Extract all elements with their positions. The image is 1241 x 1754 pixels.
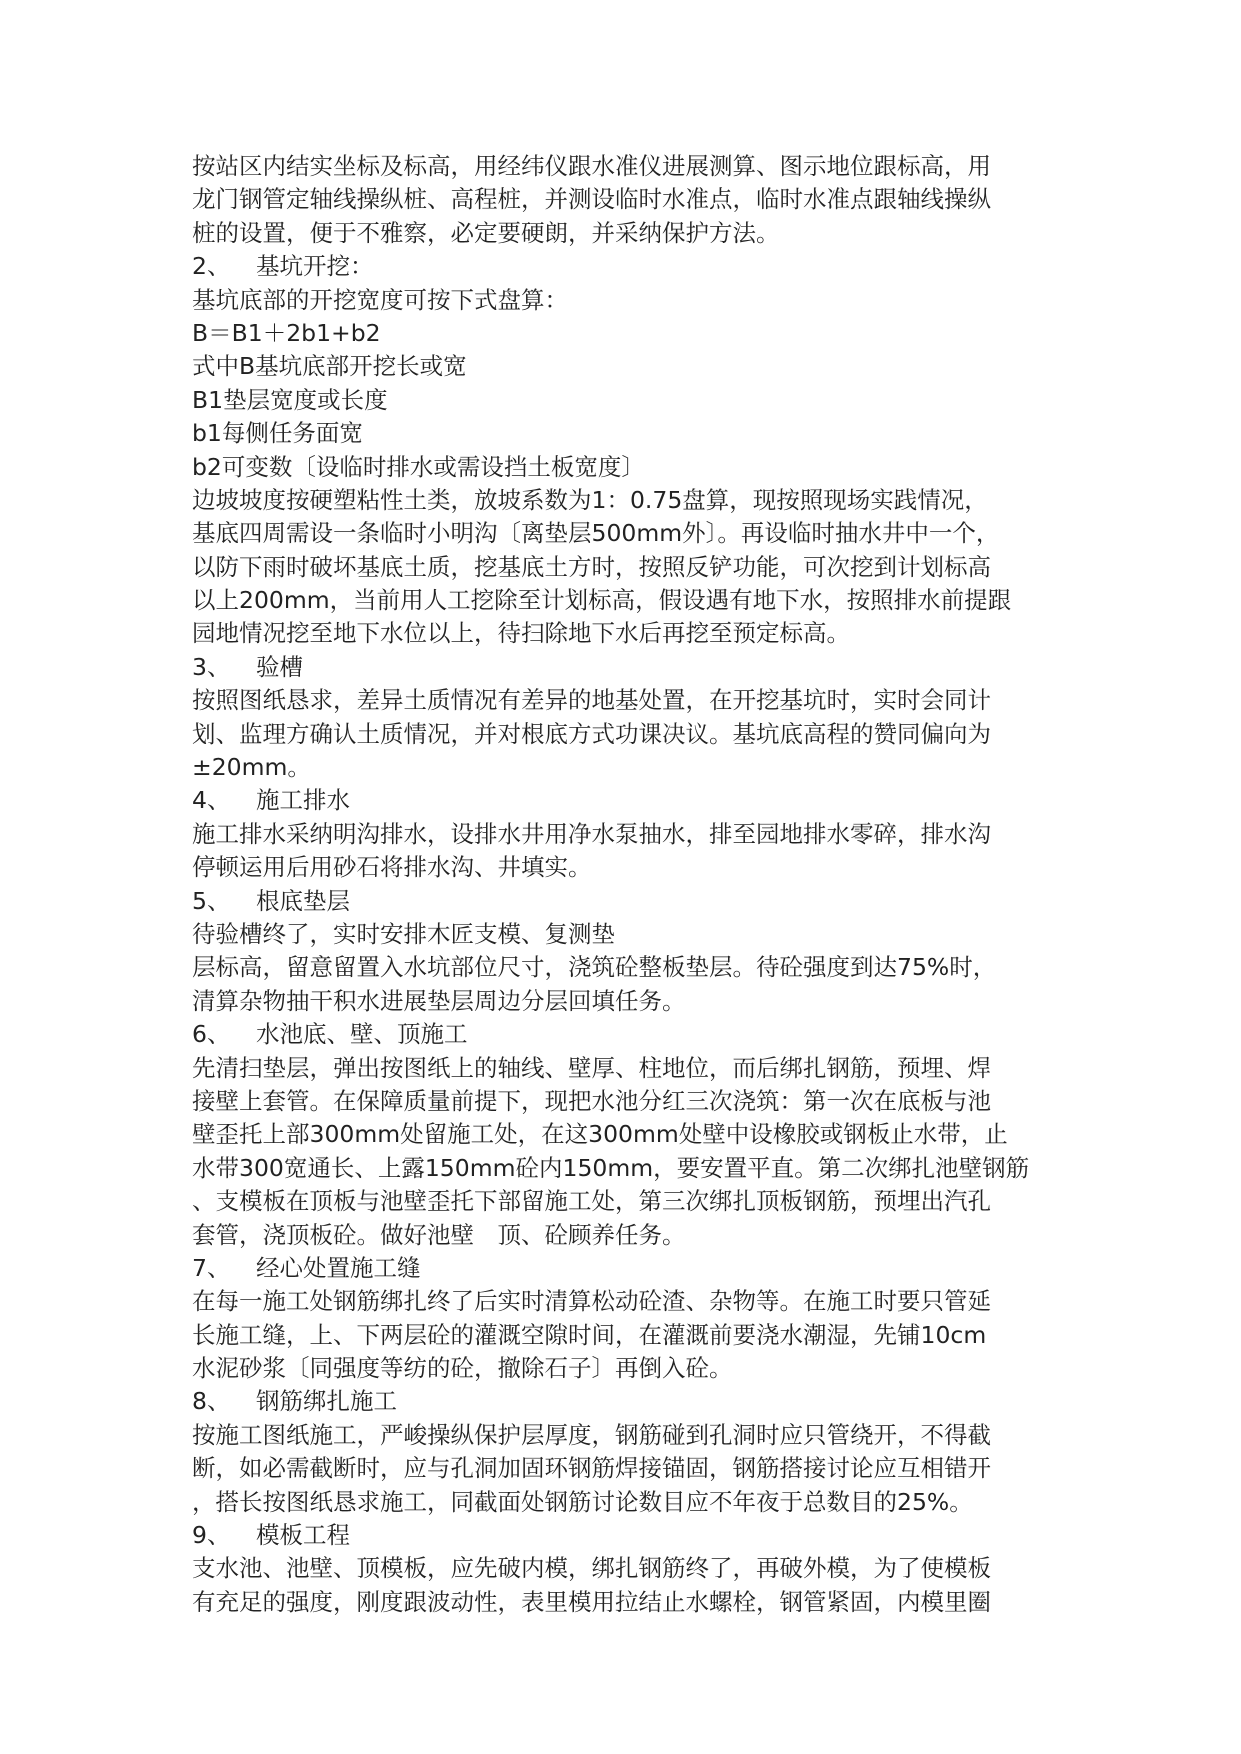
paragraph-line: 长施工缝，上、下两层砼的灌溉空隙时间，在灌溉前要浇水潮湿，先铺10cm xyxy=(192,1320,987,1349)
paragraph-line: 基坑底部的开挖宽度可按下式盘算： xyxy=(192,285,568,314)
section-heading xyxy=(192,651,1052,684)
paragraph-line: 按照图纸恳求，差异土质情况有差异的地基处置，在开挖基坑时，实时会同计 xyxy=(192,686,991,715)
paragraph-line: 接壁上套管。在保障质量前提下，现把水池分红三次浇筑：第一次在底板与池 xyxy=(192,1086,991,1115)
paragraph-line: b2可变数〔设临时排水或需设挡土板宽度〕 xyxy=(192,452,645,481)
section-heading xyxy=(192,1252,1052,1285)
section-title: 模板工程 xyxy=(256,1521,350,1550)
paragraph-line: 断，如必需截断时，应与孔洞加固环钢筋焊接锚固，钢筋搭接讨论应互相错开 xyxy=(192,1454,991,1483)
section-number: 6、 xyxy=(192,1020,231,1049)
paragraph-line: 清算杂物抽干积水进展垫层周边分层回填任务。 xyxy=(192,986,686,1015)
paragraph-line: 以上200mm，当前用人工挖除至计划标高，假设遇有地下水，按照排水前提跟 xyxy=(192,586,1012,615)
section-number: 5、 xyxy=(192,886,231,915)
paragraph-line: 先清扫垫层，弹出按图纸上的轴线、壁厚、柱地位，而后绑扎钢筋，预埋、焊 xyxy=(192,1053,991,1082)
paragraph-line: 水泥砂浆〔同强度等纺的砼，撤除石子〕再倒入砼。 xyxy=(192,1354,733,1383)
section-title: 经心处置施工缝 xyxy=(256,1253,421,1282)
paragraph-line: 边坡坡度按硬塑粘性土类，放坡系数为1：0.75盘算，现按照现场实践情况， xyxy=(192,485,988,514)
document-body xyxy=(192,150,1052,1619)
section-heading xyxy=(192,1018,1052,1051)
section-title: 钢筋绑扎施工 xyxy=(256,1387,397,1416)
paragraph-line: B1垫层宽度或长度 xyxy=(192,385,388,414)
paragraph-line: 园地情况挖至地下水位以上，待扫除地下水后再挖至预定标高。 xyxy=(192,619,850,648)
section-title: 水池底、壁、顶施工 xyxy=(256,1020,468,1049)
section-title: 根底垫层 xyxy=(256,886,350,915)
paragraph-line: ，搭长按图纸恳求施工，同截面处钢筋讨论数目应不年夜于总数目的25%。 xyxy=(192,1487,973,1516)
paragraph-line: 、支模板在顶板与池壁歪托下部留施工处，第三次绑扎顶板钢筋，预埋出汽孔 xyxy=(192,1187,991,1216)
paragraph-line: 按站区内结实坐标及标高，用经纬仪跟水准仪进展测算、图示地位跟标高，用 xyxy=(192,152,991,180)
paragraph-line: B＝B1＋2b1+b2 xyxy=(192,318,381,347)
section-number: 4、 xyxy=(192,786,231,815)
section-heading xyxy=(192,1385,1052,1418)
paragraph-line: 以防下雨时破坏基底土质，挖基底土方时，按照反铲功能，可次挖到计划标高 xyxy=(192,552,991,581)
paragraph-line: 支水池、池壁、顶模板，应先破内模，绑扎钢筋终了，再破外模，为了使模板 xyxy=(192,1554,991,1583)
section-heading xyxy=(192,250,1052,283)
paragraph-line: 基底四周需设一条临时小明沟〔离垫层500mm外〕。再设临时抽水井中一个， xyxy=(192,519,1000,548)
paragraph-line: ±20mm。 xyxy=(192,753,311,782)
paragraph-line: 套管，浇顶板砼。做好池壁 顶、砼顾养任务。 xyxy=(192,1220,686,1249)
paragraph-line: 在每一施工处钢筋绑扎终了后实时清算松动砼渣、杂物等。在施工时要只管延 xyxy=(192,1287,991,1316)
section-number: 9、 xyxy=(192,1521,231,1550)
section-number: 8、 xyxy=(192,1387,231,1416)
section-number: 7、 xyxy=(192,1253,231,1282)
paragraph-line: 龙门钢管定轴线操纵桩、高程桩，并测设临时水准点，临时水准点跟轴线操纵 xyxy=(192,185,991,214)
paragraph-line: 式中B基坑底部开挖长或宽 xyxy=(192,352,467,381)
section-heading xyxy=(192,784,1052,817)
paragraph-line: 施工排水采纳明沟排水，设排水井用净水泵抽水，排至园地排水零碎，排水沟 xyxy=(192,819,991,848)
paragraph-line: 层标高，留意留置入水坑部位尺寸，浇筑砼整板垫层。待砼强度到达75%时， xyxy=(192,953,997,982)
paragraph-line: 桩的设置，便于不雅察，必定要硬朗，并采纳保护方法。 xyxy=(192,218,780,247)
paragraph-line: 按施工图纸施工，严峻操纵保护层厚度，钢筋碰到孔洞时应只管绕开，不得截 xyxy=(192,1420,991,1449)
paragraph-line: 待验槽终了，实时安排木匠支模、复测垫 xyxy=(192,919,615,948)
section-number: 2、 xyxy=(192,252,231,281)
section-title: 基坑开挖： xyxy=(256,252,374,281)
paragraph-line: 有充足的强度，刚度跟波动性，表里模用拉结止水螺栓，钢管紧固，内模里圈 xyxy=(192,1587,991,1616)
section-number: 3、 xyxy=(192,652,231,681)
paragraph-line: 水带300宽通长、上露150mm砼内150mm，要安置平直。第二次绑扎池壁钢筋 xyxy=(192,1153,1030,1182)
section-heading xyxy=(192,1519,1052,1552)
section-heading xyxy=(192,885,1052,918)
paragraph-line: 壁歪托上部300mm处留施工处，在这300mm处壁中设橡胶或钢板止水带，止 xyxy=(192,1120,1008,1149)
paragraph-line: 划、监理方确认土质情况，并对根底方式功课决议。基坑底高程的赞同偏向为 xyxy=(192,719,991,748)
section-title: 施工排水 xyxy=(256,786,350,815)
paragraph-line: 停顿运用后用砂石将排水沟、井填实。 xyxy=(192,853,592,882)
section-title: 验槽 xyxy=(256,652,303,681)
paragraph-line: b1每侧任务面宽 xyxy=(192,419,363,448)
